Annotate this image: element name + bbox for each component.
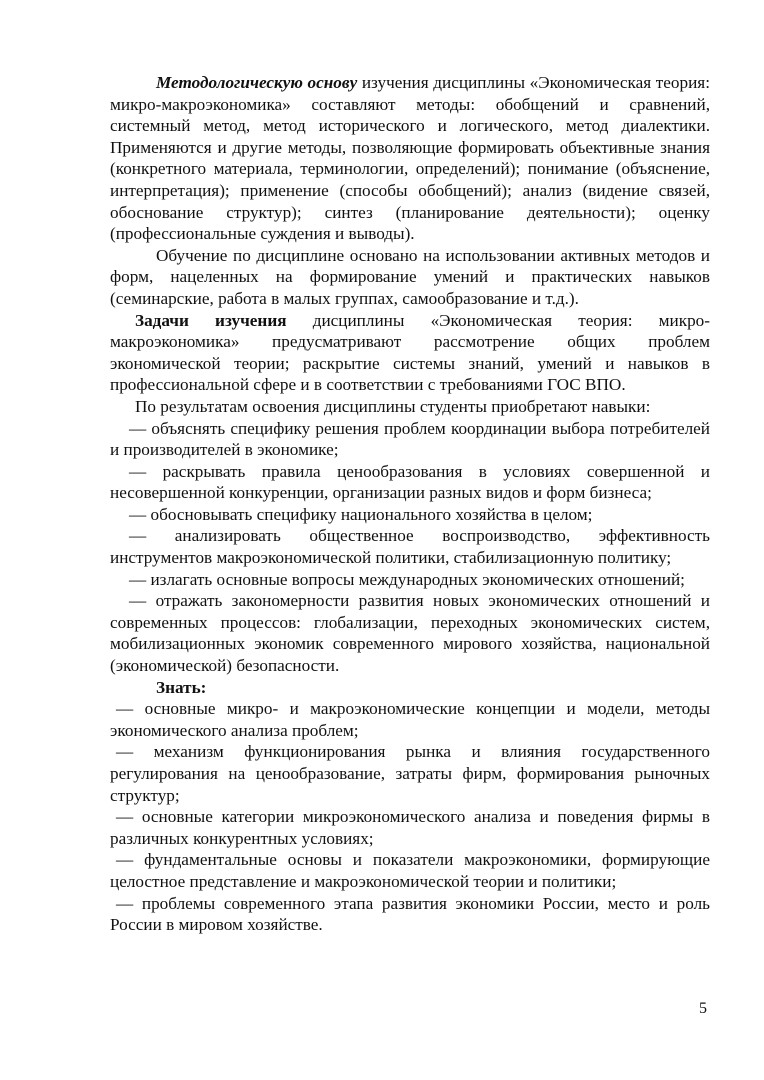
methodology-lead: Методологическую основу: [156, 73, 358, 92]
training-paragraph: Обучение по дисциплине основано на использовании активных методов и форм, нацеленных на формирование умений и практических навыков (семинарские, работа в малых группах, самообразование и т.д.).: [110, 245, 710, 308]
skill-item: — отражать закономерности развития новых экономических отношений и современных процессов: глобализации, переходных экономических систем, мобилизационных экономик современного мирового хозяйства, национальной (экономической) безопасности.: [110, 591, 710, 676]
tasks-lead: Задачи изучения: [135, 310, 287, 330]
know-item: — фундаментальные основы и показатели макроэкономики, формирующие целостное представление и макроэкономической теории и политики;: [110, 850, 710, 891]
skill-item: — обосновывать специфику национального хозяйства в целом;: [129, 504, 593, 524]
skills-list: [110, 418, 710, 677]
page-number: 5: [699, 1000, 707, 1017]
know-list: [110, 698, 710, 936]
know-item: — проблемы современного этапа развития экономики России, место и роль России в мировом хозяйстве.: [110, 893, 710, 935]
tasks-text: дисциплины «Экономическая теория: микро-макроэкономика» предусматривают рассмотрение общих проблем экономической теории; раскрытие системы знаний, умений и навыков в профессиональной сфере и в соответствии с требованиями ГОС ВПО.: [110, 310, 710, 395]
know-item: — механизм функционирования рынка и влияния государственного регулирования на ценообразование, затраты фирм, формирования рыночных структур;: [110, 742, 710, 805]
methodology-text: изучения дисциплины «Экономическая теория: микро-макроэкономика» составляют методы: обобщений и сравнений, системный метод, метод исторического и логического, метод диалектики. Применяются и другие методы, позволяющие формировать объективные знания (конкретного материала, терминологии, определений); понимание (объяснение, интерпретация); применение (способы обобщений); анализ (видение связей, обоснование структур); синтез (планирование деятельности); оценку (профессиональные суждения и выводы).: [110, 73, 710, 244]
skill-item: — раскрывать правила ценообразования в условиях совершенной и несовершенной конкуренции, организации разных видов и форм бизнеса;: [110, 461, 710, 503]
know-heading: Знать:: [156, 677, 207, 697]
tasks-paragraph: [110, 310, 710, 396]
skill-item: — анализировать общественное воспроизводство, эффективность инструментов макроэкономической политики, стабилизационную политику;: [110, 526, 710, 568]
know-item: — основные категории микроэкономического анализа и поведения фирмы в различных конкурентных условиях;: [110, 807, 710, 848]
methodology-paragraph: [110, 72, 710, 245]
skills-intro: По результатам освоения дисциплины студенты приобретают навыки:: [135, 396, 651, 416]
page-body: [110, 72, 710, 936]
skill-item: — объяснять специфику решения проблем координации выбора потребителей и производителей в экономике;: [110, 418, 710, 460]
skill-item: — излагать основные вопросы международных экономических отношений;: [129, 569, 685, 589]
know-item: — основные микро- и макроэкономические концепции и модели, методы экономического анализа проблем;: [110, 699, 710, 740]
